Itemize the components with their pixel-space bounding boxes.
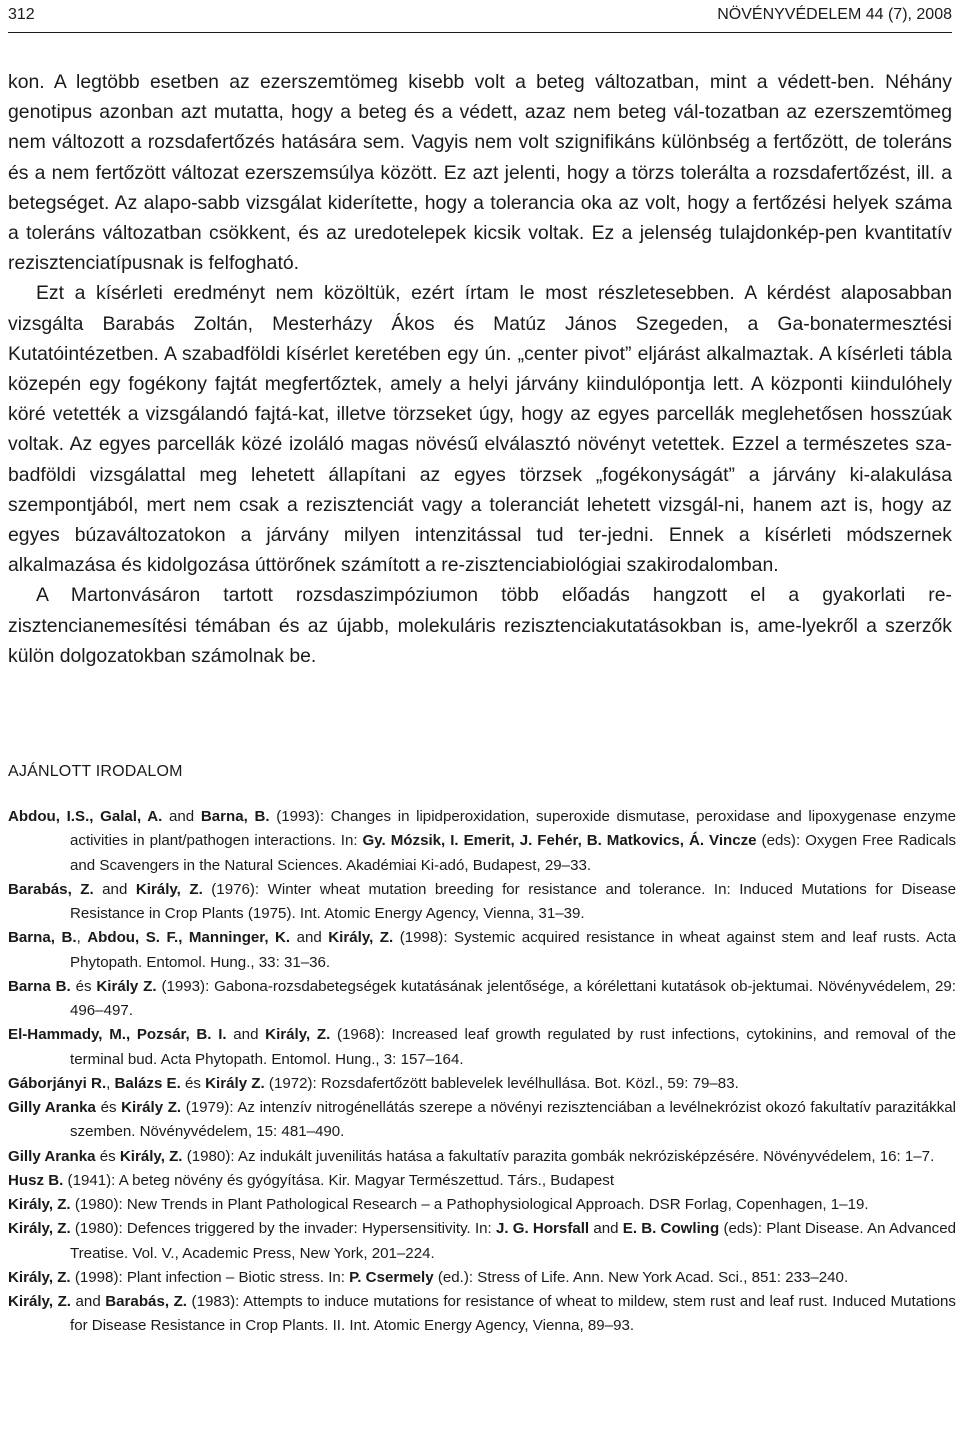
reference-entry <box>8 1145 956 1169</box>
reference-entry <box>8 805 956 878</box>
reference-text: (1980): Az indukált juvenilitás hatása a fakultatív parazita gombák nekrózisképzésére. Növényvédelem, 16: 1–7. <box>182 1147 935 1165</box>
reference-entry <box>8 878 956 927</box>
reference-author: E. B. Cowling <box>622 1220 720 1238</box>
reference-author: P. Csermely <box>349 1268 434 1286</box>
body-text <box>8 67 952 671</box>
reference-author: Király Z. <box>205 1074 265 1092</box>
reference-entry <box>8 975 956 1024</box>
section-heading: AJÁNLOTT IRODALOM <box>8 763 183 780</box>
paragraph: Ezt a kísérleti eredményt nem közöltük, ezért írtam le most részletesebben. A kérdést alaposabban vizsgálta Barabás Zoltán, Mesterházy Ákos és Matúz János Szegeden, a Ga-bonatermesztési Kutatóintézetben. A szabadföldi kísérlet keretében egy ún. „center pivot” eljárást alkalmaztak. A kísérleti tábla közepén egy fogékony fajtát megfertőztek, amely a helyi járvány kiindulópontja lett. A központi kiindulóhely köré vetették a vizsgálandó fajtá-kat, illetve törzseket úgy, hogy az egyes parcellák meglehetősen hosszúak voltak. Az egyes parcellák közé izoláló magas növésű elválasztó növényt vetettek. Ezzel a természetes sza-badföldi vizsgálattal meg lehetett állapítani az egyes törzsek „fogékonyságát” a járvány ki-alakulása szempontjából, mert nem csak a rezisztenciát vagy a toleranciát lehetett vizsgál-ni, hanem azt is, hogy az egyes búzaváltozatokon a járvány milyen intenzitással tud ter-jedni. Ennek a kísérleti módszernek alkalmazása és kidolgozása úttörőnek számított a re-zisztenciabiológiai szakirodalomban. <box>8 282 952 577</box>
reference-text: and <box>162 808 201 825</box>
reference-author: Király, Z. <box>8 1268 71 1286</box>
running-header <box>8 4 952 26</box>
reference-text: and <box>70 1293 106 1310</box>
reference-author: Barna B. <box>8 977 71 995</box>
reference-author: Király, Z. <box>8 1196 71 1213</box>
reference-text: , <box>106 1074 115 1092</box>
reference-text: (1993): Gabona-rozsdabetegségek kutatásának jelentősége, a kórélettani kutatások ob-jektumai. Növényvédelem, 29: 496–497. <box>70 977 957 1019</box>
reference-text: (1998): Systemic acquired resistance in wheat against stem and leaf rusts. Acta Phytopath. Entomol. Hung., 33: 31–36. <box>70 929 956 971</box>
reference-author: Gilly Aranka <box>8 1099 96 1116</box>
page-number: 312 <box>8 6 35 23</box>
paragraph: A Martonvásáron tartott rozsdaszimpóziumon több előadás hangzott el a gyakorlati re-zisztencianemesítési témában és az újabb, molekuláris rezisztenciakutatásokban is, ame-lyekről a szerzők külön dolgozatokban számolnak be. <box>8 584 952 667</box>
reference-text: és <box>180 1074 206 1092</box>
reference-author: J. G. Horsfall <box>495 1220 590 1238</box>
reference-text: (1983): Attempts to induce mutations for resistance of wheat to mildew, stem rust and leaf rust. Induced Mutations for Disease Resistance in Crop Plants. II. Int. Atomic Energy Agency, Vienna, 89–93. <box>70 1293 956 1335</box>
reference-text: (1980): New Trends in Plant Pathological Research – a Pathophysiological Approach. DSR Forlag, Copenhagen, 1–19. <box>70 1196 869 1213</box>
reference-text: , <box>76 929 88 947</box>
reference-entry <box>8 1266 956 1290</box>
reference-text: (ed.): Stress of Life. Ann. New York Acad. Sci., 851: 233–240. <box>433 1268 849 1286</box>
reference-text: and <box>290 929 329 947</box>
reference-entry <box>8 1290 956 1339</box>
reference-text: és <box>95 1147 120 1165</box>
reference-entry <box>8 926 956 975</box>
reference-text: (1998): Plant infection – Biotic stress. In: <box>70 1268 350 1286</box>
reference-text: (1968): Increased leaf growth regulated by rust infections, cytokinins, and removal of the terminal bud. Acta Phytopath. Entomol. Hung., 3: 157–164. <box>70 1026 956 1068</box>
reference-author: Abdou, I.S., Galal, A. <box>8 808 163 825</box>
reference-text: (1993): Changes in lipidperoxidation, superoxide dismutase, peroxidase and lipoxygenase enzyme activities in plant/pathogen interactions. In: <box>70 808 957 850</box>
reference-author: Abdou, S. F., Manninger, K. <box>87 929 291 947</box>
reference-entry <box>8 1096 956 1145</box>
reference-author: Király, Z. <box>328 929 394 947</box>
reference-author: Király Z. <box>96 977 157 995</box>
reference-text: (1980): Defences triggered by the invader: Hypersensitivity. In: <box>70 1220 496 1238</box>
reference-entry <box>8 1217 956 1266</box>
reference-text: (1972): Rozsdafertőzött bablevelek levélhullása. Bot. Közl., 59: 79–83. <box>264 1074 739 1092</box>
reference-author: Gáborjányi R. <box>8 1074 107 1092</box>
reference-text: and <box>226 1026 266 1044</box>
reference-author: Barna, B. <box>8 929 77 947</box>
reference-author: Gilly Aranka <box>8 1147 96 1165</box>
reference-author: Király, Z. <box>265 1026 331 1044</box>
reference-author: Barabás, Z. <box>105 1293 187 1310</box>
reference-text: (1941): A beteg növény és gyógyítása. Kir. Magyar Természettud. Társ., Budapest <box>63 1171 615 1189</box>
reference-entry <box>8 1072 956 1096</box>
paragraph: kon. A legtöbb esetben az ezerszemtömeg kisebb volt a beteg változatban, mint a védett-ben. Néhány genotipus azonban azt mutatta, hogy a beteg és a védett, azaz nem beteg vál-tozatban az ezerszemtömeg nem változott a rozsdafertőzés hatására sem. Vagyis nem volt szignifikáns különbség a fertőzött, de toleráns és a nem fertőzött változat ezerszemsúlya között. Ez azt jelenti, hogy a törzs tolerálta a rozsdafertőzést, ill. a betegséget. Az alapo-sabb vizsgálat kiderítette, hogy a tolerancia oka az volt, hogy a fertőzési helyek száma a toleráns változatban csökkent, és az uredotelepek kicsik voltak. Ez a jelenség tulajdonkép-pen kvantitatív rezisztenciatípusnak is felfogható. <box>8 71 952 275</box>
reference-text: and <box>589 1220 623 1238</box>
reference-author: Király, Z. <box>8 1220 71 1238</box>
reference-text: (1976): Winter wheat mutation breeding for resistance and tolerance. In: Induced Mutations for Disease Resistance in Crop Plants (1975). Int. Atomic Energy Agency, Vienna, 31–39. <box>70 880 956 922</box>
reference-author: Husz B. <box>8 1171 64 1189</box>
reference-author: Gy. Mózsik, I. Emerit, J. Fehér, B. Matkovics, Á. Vincze <box>362 832 757 850</box>
reference-text: and <box>93 880 136 898</box>
reference-author: Barabás, Z. <box>8 880 94 898</box>
reference-entry <box>8 1193 956 1217</box>
reference-entry <box>8 1169 956 1193</box>
journal-reference: NÖVÉNYVÉDELEM 44 (7), 2008 <box>717 6 952 23</box>
reference-author: Balázs E. <box>114 1074 181 1092</box>
reference-list <box>8 805 956 1339</box>
reference-text: és <box>70 977 97 995</box>
reference-text: (1979): Az intenzív nitrogénellátás szerepe a növényi rezisztenciában a levélnekrózist okozó fakultatív parazitákkal szemben. Növényvédelem, 15: 481–490. <box>70 1099 956 1141</box>
reference-entry <box>8 1023 956 1072</box>
reference-text: (eds): Plant Disease. An Advanced Treatise. Vol. V., Academic Press, New York, 201–224. <box>70 1220 956 1262</box>
header-divider <box>8 32 952 33</box>
reference-author: Király, Z. <box>8 1293 71 1310</box>
reference-author: Király Z. <box>121 1099 182 1116</box>
reference-text: és <box>95 1099 122 1116</box>
reference-author: Barna, B. <box>200 808 270 825</box>
reference-author: Király, Z. <box>135 880 203 898</box>
reference-author: Király, Z. <box>119 1147 183 1165</box>
reference-author: El-Hammady, M., Pozsár, B. I. <box>8 1026 227 1044</box>
reference-text: (eds): Oxygen Free Radicals and Scavengers in the Natural Sciences. Akadémiai Ki-adó, Budapest, 29–33. <box>70 832 956 874</box>
